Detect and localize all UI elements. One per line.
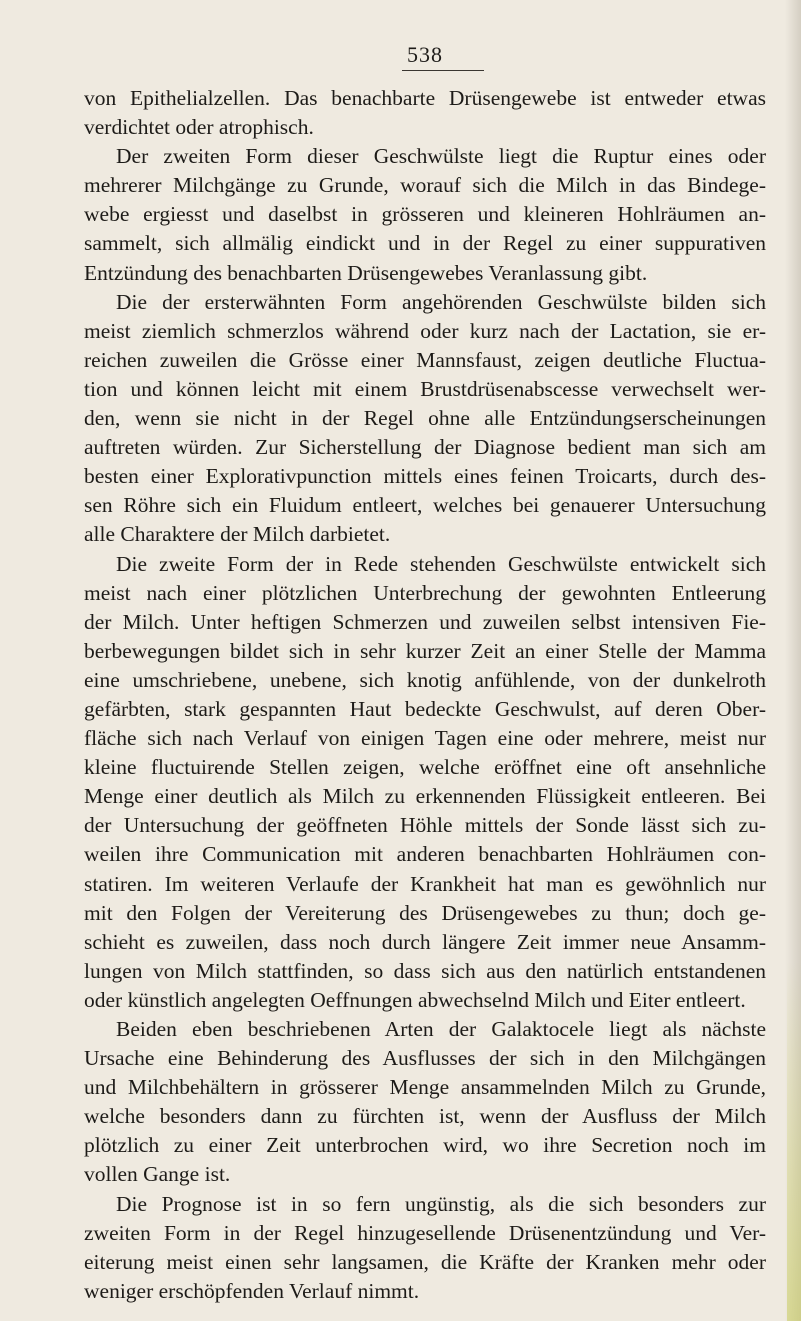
text-line: zweiten Form in der Regel hinzugesellende Drüsenentzündung und Ver- bbox=[84, 1220, 766, 1245]
text-line: sammelt, sich allmälig eindickt und in der Regel zu einer suppurativen bbox=[84, 231, 766, 256]
text-line: sen Röhre sich ein Fluidum entleert, welches bei genauerer Untersuchung bbox=[84, 493, 766, 518]
text-line: eiterung meist einen sehr langsamen, die Kräfte der Kranken mehr oder bbox=[84, 1249, 766, 1274]
text-line: webe ergiesst und daselbst in grösseren und kleineren Hohlräumen an- bbox=[84, 202, 766, 227]
text-line: mit den Folgen der Vereiterung des Drüsengewebes zu thun; doch ge- bbox=[84, 900, 766, 925]
text-line: Die der ersterwähnten Form angehörenden Geschwülste bilden sich bbox=[116, 289, 766, 314]
text-line: Ursache eine Behinderung des Ausflusses der sich in den Milchgängen bbox=[84, 1046, 766, 1071]
page-number-rule bbox=[402, 70, 484, 71]
text-line: oder künstlich angelegten Oeffnungen abwechselnd Milch und Eiter entleert. bbox=[84, 987, 746, 1012]
text-line: meist nach einer plötzlichen Unterbrechung der gewohnten Entleerung bbox=[84, 580, 766, 605]
page-number: 538 bbox=[407, 42, 443, 67]
text-line: meist ziemlich schmerzlos während oder kurz nach der Lactation, sie er- bbox=[84, 318, 766, 343]
text-line: Beiden eben beschriebenen Arten der Galaktocele liegt als nächste bbox=[116, 1017, 766, 1041]
text-line: statiren. Im weiteren Verlaufe der Krankheit hat man es gewöhnlich nur bbox=[84, 871, 766, 896]
text-line: plötzlich zu einer Zeit unterbrochen wird, wo ihre Secretion noch im bbox=[84, 1133, 766, 1158]
text-line: weilen ihre Communication mit anderen benachbarten Hohlräumen con- bbox=[84, 842, 766, 867]
text-line: auftreten würden. Zur Sicherstellung der Diagnose bedient man sich am bbox=[84, 435, 766, 460]
text-line: Entzündung des benachbarten Drüsengewebes Veranlassung gibt. bbox=[84, 260, 648, 285]
text-line: gefärbten, stark gespannten Haut bedeckte Geschwulst, auf deren Ober- bbox=[84, 696, 766, 721]
text-line: schieht es zuweilen, dass noch durch längere Zeit immer neue Ansamm- bbox=[84, 929, 766, 954]
text-line: Die Prognose ist in so fern ungünstig, als die sich besonders zur bbox=[116, 1191, 766, 1216]
text-line: der Milch. Unter heftigen Schmerzen und zuweilen selbst intensiven Fie- bbox=[84, 609, 766, 634]
text-line: lungen von Milch stattfinden, so dass sich aus den natürlich entstandenen bbox=[84, 958, 766, 983]
text-line: eine umschriebene, unebene, sich knotig anfühlende, von der dunkelroth bbox=[84, 667, 766, 692]
text-line: Der zweiten Form dieser Geschwülste liegt die Ruptur eines oder bbox=[116, 144, 766, 169]
text-line: verdichtet oder atrophisch. bbox=[84, 115, 314, 140]
text-line: kleine fluctuirende Stellen zeigen, welche eröffnet eine oft ansehnliche bbox=[84, 755, 766, 780]
text-line: fläche sich nach Verlauf von einigen Tagen eine oder mehrere, meist nur bbox=[84, 726, 766, 751]
text-line: Menge einer deutlich als Milch zu erkennenden Flüssigkeit entleeren. Bei bbox=[84, 784, 766, 809]
text-line: besten einer Explorativpunction mittels eines feinen Troicarts, durch des- bbox=[84, 464, 766, 489]
text-line: den, wenn sie nicht in der Regel ohne alle Entzündungserscheinungen bbox=[84, 406, 766, 431]
text-line: berbewegungen bildet sich in sehr kurzer Zeit an einer Stelle der Mamma bbox=[84, 638, 766, 663]
text-line: mehrerer Milchgänge zu Grunde, worauf sich die Milch in das Bindege- bbox=[84, 173, 766, 198]
text-line: weniger erschöpfenden Verlauf nimmt. bbox=[84, 1278, 420, 1303]
text-line: und Milchbehältern in grösserer Menge ansammelnden Milch zu Grunde, bbox=[84, 1075, 766, 1100]
text-line: Die zweite Form der in Rede stehenden Geschwülste entwickelt sich bbox=[116, 551, 766, 576]
text-line: reichen zuweilen die Grösse einer Mannsfaust, zeigen deutliche Fluctua- bbox=[84, 347, 766, 372]
text-line: vollen Gange ist. bbox=[84, 1162, 231, 1187]
text-line: welche besonders dann zu fürchten ist, wenn der Ausfluss der Milch bbox=[84, 1104, 766, 1129]
text-line: der Untersuchung der geöffneten Höhle mittels der Sonde lässt sich zu- bbox=[84, 813, 766, 838]
text-line: von Epithelialzellen. Das benachbarte Drüsengewebe ist entweder etwas bbox=[84, 86, 766, 110]
text-line: alle Charaktere der Milch darbietet. bbox=[84, 522, 391, 547]
page-edge-discoloration bbox=[787, 961, 801, 1321]
text-line: tion und können leicht mit einem Brustdrüsenabscesse verwechselt wer- bbox=[84, 376, 766, 401]
body-text bbox=[84, 84, 766, 1306]
